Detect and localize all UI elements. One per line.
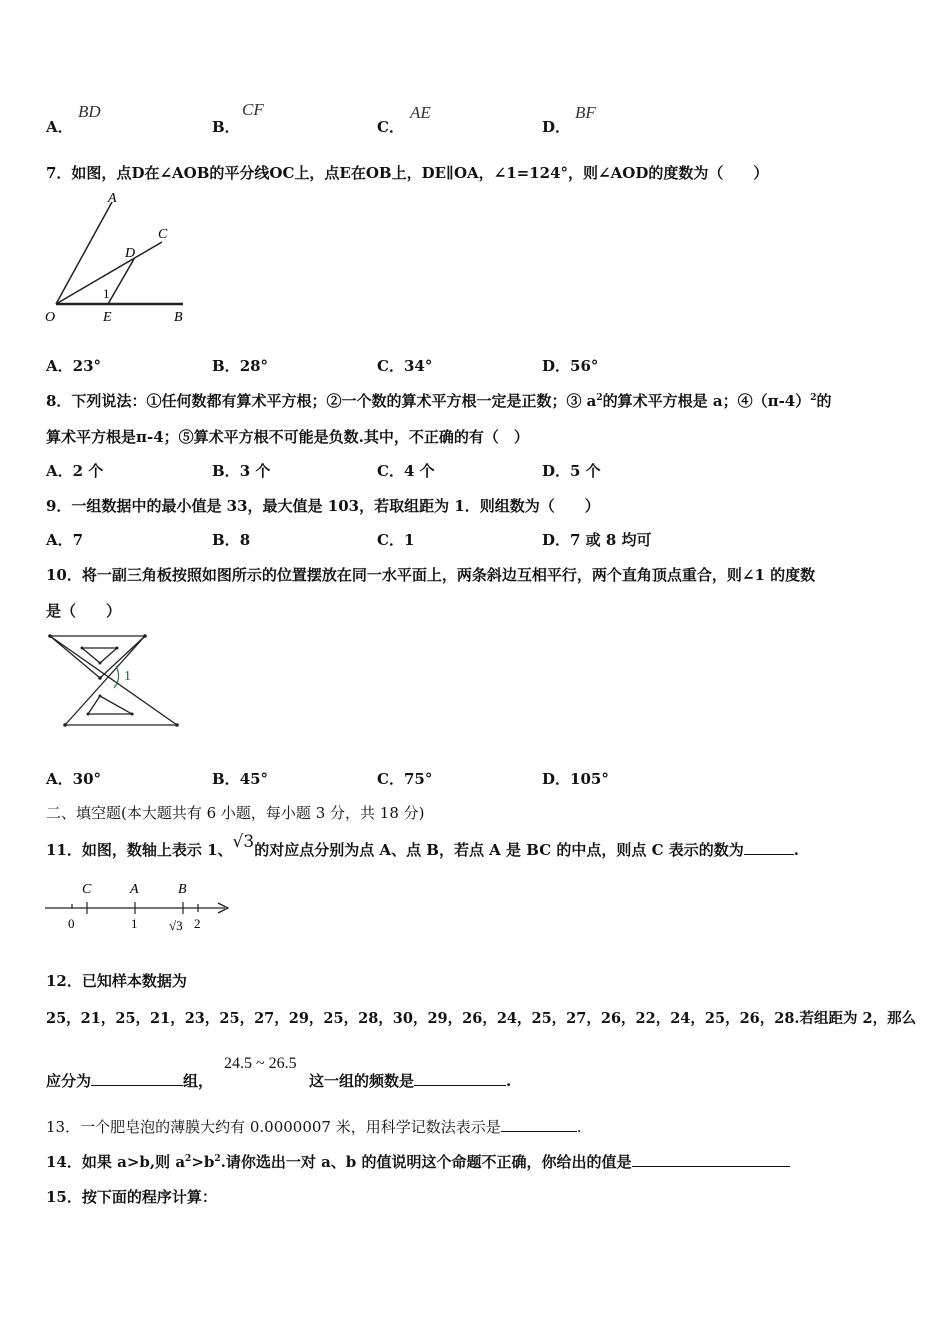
tick-label-sqrt3: √3 [169, 918, 183, 933]
q6-option-a [46, 116, 73, 137]
q12-groups-blank[interactable] [91, 1071, 183, 1086]
q14-text-part: 14．如果 a>b,则 a [46, 1153, 186, 1171]
vertex-dot [98, 676, 102, 680]
vertex-dot [131, 713, 134, 716]
option-letter: C． [377, 531, 404, 549]
label-o: O [45, 310, 56, 325]
option-value: 7 或 8 均可 [570, 531, 652, 549]
option-letter: A． [46, 357, 73, 375]
option-letter: D． [542, 770, 571, 788]
q6-option-a-value: BD [78, 102, 101, 121]
q11-answer-blank[interactable] [744, 840, 794, 855]
option-value: 1 [403, 531, 415, 549]
q13-text-part: . [576, 1118, 582, 1136]
q8-text-part: 的算术平方根是 a；④（π-4） [602, 392, 811, 410]
vertex-dot [48, 634, 52, 638]
q14-text [46, 1151, 790, 1172]
superscript: 2 [810, 393, 817, 403]
option-letter: D． [542, 462, 571, 480]
vertex-dot [143, 634, 147, 638]
superscript: 2 [214, 1154, 221, 1164]
q7-option-a [46, 355, 101, 376]
q10-option-c [377, 768, 432, 789]
q11-text [46, 832, 800, 860]
q6-option-b [212, 116, 240, 137]
option-value: 75° [403, 770, 433, 788]
q10-option-b [212, 768, 268, 789]
option-letter: B． [212, 531, 240, 549]
label-c: C [82, 882, 92, 897]
q7-option-c [377, 355, 432, 376]
q14-text-part: .请你选出一对 a、b 的值说明这个命题不正确，你给出的值是 [220, 1153, 632, 1171]
option-letter: D． [542, 118, 571, 136]
option-letter: A． [46, 770, 73, 788]
q8-option-c [377, 460, 435, 481]
q12-title: 12．已知样本数据为 [46, 972, 187, 990]
q8-line2: 算术平方根是π-4；⑤算术平方根不可能是负数.其中，不正确的有（ ） [46, 428, 529, 446]
option-value: 3 个 [239, 462, 271, 480]
q12-text-part: 这一组的频数是 [309, 1072, 415, 1090]
option-value: 5 个 [570, 462, 601, 480]
q9-option-d [542, 529, 652, 550]
q8-option-d [542, 460, 601, 481]
q13-answer-blank[interactable] [501, 1117, 577, 1132]
diagonal-line-2 [65, 636, 145, 725]
option-letter: B． [212, 118, 240, 136]
q8-text-part: 8．下列说法：①任何数都有算术平方根；②一个数的算术平方根一定是正数；③ a [46, 392, 597, 410]
angle-label-1: 1 [124, 669, 131, 684]
option-letter: C． [377, 462, 404, 480]
q11-text-part: . [793, 841, 800, 859]
option-letter: A． [46, 462, 73, 480]
q12-text-part: 应分为 [46, 1072, 92, 1090]
q11-text-part: 11．如图，数轴上表示 1、 [46, 841, 233, 859]
q7-figure [40, 190, 200, 330]
q10-line1: 10．将一副三角板按照如图所示的位置摆放在同一水平面上，两条斜边互相平行，两个直角顶点重合，则∠1 的度数 [46, 566, 816, 584]
q9-option-a [46, 529, 83, 550]
q12-frequency-blank[interactable] [414, 1071, 506, 1086]
q7-option-d [542, 355, 598, 376]
label-a: A [108, 191, 117, 206]
q13-text-part: 13．一个肥皂泡的薄膜大约有 0.0000007 米，用科学记数法表示是 [46, 1118, 501, 1136]
label-b: B [178, 882, 187, 897]
option-letter: D． [542, 531, 571, 549]
q15-text: 15．按下面的程序计算： [46, 1188, 217, 1206]
q12-data-line: 25，21，25，21，23，25，27，29，25，28，30，29，26，24，25，27，26，22，24，25，26，28.若组距为 2，那么 [46, 1010, 917, 1027]
q14-text-part: >b [191, 1153, 215, 1171]
option-value: 23° [72, 357, 102, 375]
option-value: 30° [72, 770, 102, 788]
q10-option-a [46, 768, 101, 789]
option-value: 4 个 [403, 462, 435, 480]
inner-top-triangle [82, 648, 117, 663]
q8-option-b [212, 460, 270, 481]
q8-text-part: 的 [816, 392, 832, 410]
tick-label-2: 2 [194, 916, 201, 931]
option-value: 28° [239, 357, 269, 375]
q10-figure [40, 628, 200, 733]
option-letter: C． [377, 357, 404, 375]
sqrt3-symbol: √3 [232, 832, 255, 852]
diagonal-line [50, 636, 177, 725]
vertex-dot [99, 695, 102, 698]
label-angle-1: 1 [103, 286, 110, 301]
option-letter: C． [377, 770, 404, 788]
q6-option-d [542, 116, 570, 137]
option-value: 8 [239, 531, 251, 549]
vertex-dot [116, 647, 119, 650]
option-letter: B． [212, 462, 240, 480]
option-value: 56° [570, 357, 599, 375]
q10-option-d [542, 768, 609, 789]
option-letter: B． [212, 770, 240, 788]
q9-option-c [377, 529, 414, 550]
q7-option-b [212, 355, 268, 376]
tick-label-0: 0 [68, 916, 75, 931]
q9-text: 9．一组数据中的最小值是 33，最大值是 103，若取组距为 1．则组数为（ ） [46, 497, 600, 515]
q9-option-b [212, 529, 250, 550]
q14-answer-blank[interactable] [632, 1152, 790, 1167]
q6-option-d-value: BF [575, 103, 596, 122]
q7-text: 7．如图，点D在∠AOB的平分线OC上，点E在OB上，DE∥OA，∠1=124°，则∠AOD的度数为（ ） [46, 164, 769, 182]
q6-option-c [377, 116, 404, 137]
label-d: D [125, 246, 136, 261]
label-b: B [174, 310, 183, 325]
q12-text-part: 组， [183, 1072, 214, 1090]
section-title: 二、填空题(本大题共有 6 小题，每小题 3 分，共 18 分) [46, 804, 425, 822]
vertex-dot [81, 647, 84, 650]
vertex-dot [175, 723, 179, 727]
tick-label-1: 1 [131, 916, 138, 931]
q6-option-c-value: AE [410, 103, 431, 122]
q12-range: 24.5 ~ 26.5 [224, 1055, 297, 1072]
label-c: C [158, 227, 168, 242]
option-letter: B． [212, 357, 240, 375]
label-a: A [130, 882, 139, 897]
superscript: 2 [596, 393, 603, 403]
q11-number-line [40, 876, 240, 938]
vertex-dot [63, 723, 67, 727]
vertex-dot [99, 662, 102, 665]
label-e: E [103, 310, 112, 325]
q12-text-part: . [506, 1072, 512, 1090]
superscript: 2 [185, 1154, 192, 1164]
option-letter: A． [46, 118, 73, 136]
option-value: 34° [403, 357, 433, 375]
option-value: 105° [570, 770, 609, 788]
q8-line1 [46, 390, 832, 411]
option-letter: D． [542, 357, 571, 375]
option-value: 2 个 [72, 462, 104, 480]
option-letter: C． [377, 118, 404, 136]
q11-text-part: 的对应点分别为点 A、点 B，若点 A 是 BC 的中点，则点 C 表示的数为 [254, 841, 744, 859]
option-value: 7 [72, 531, 84, 549]
q8-option-a [46, 460, 103, 481]
option-value: 45° [239, 770, 269, 788]
q13-text [46, 1116, 582, 1137]
q6-option-b-value: CF [242, 100, 264, 119]
option-letter: A． [46, 531, 73, 549]
inner-bottom-triangle [88, 696, 132, 714]
vertex-dot [87, 713, 90, 716]
q12-line3 [46, 1070, 511, 1091]
q10-line2: 是（ ） [46, 602, 122, 620]
